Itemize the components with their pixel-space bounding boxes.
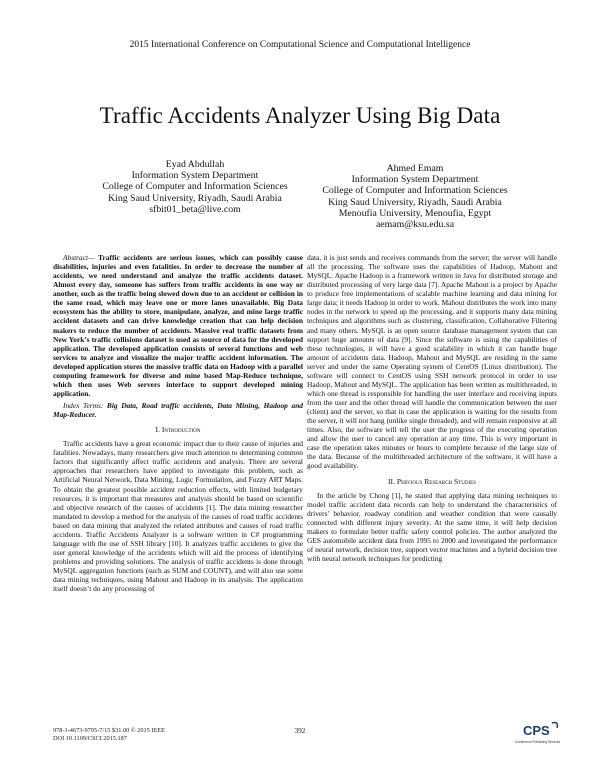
logo-text: CPS: [523, 723, 550, 738]
conference-header: 2015 International Conference on Computational Science and Computational Intelligence: [129, 40, 471, 50]
paper-title: Traffic Accidents Analyzer Using Big Data: [99, 103, 501, 128]
left-column: [53, 253, 303, 593]
author-block-1: [85, 159, 305, 215]
author-name: Ahmed Emam: [386, 163, 444, 174]
previous-research-paragraph: In the article by Chong [1], he stated that applying data mining techniques to model traffic accident data records can help to understand the characteristics of drivers’ behavior, roadway condition and weather condition that were causally connected with different injury severity. At the same time, it will help decision makers to formulate better traffic safety control policies. The author analyzed the GES automobile accident data from 1995 to 2000 and investigated the performance of neural network, decision tree, support vector machines and a hybrid decision tree with neural network techniques for predicting: [307, 490, 557, 563]
cps-logo-icon: [514, 718, 564, 748]
footer-doi: DOI 10.1109/CSCI.2015.187: [53, 734, 127, 742]
author-name: Eyad Abdullah: [165, 159, 225, 170]
abstract-text: Traffic accidents are serious issues, which can possibly cause disabilities, injuries and even fatalities. In order to decrease the number of accidents, we need understand and analyze the traffic accidents dataset. Almost every day, someone has suffers from traffic accidents in one way or another, such as the traffic being slowed down due to an accident or collision in the same road, which may leave one or more lanes unavailable. Big Data ecosystem has the ability to store, manipulate, analyze, and mine large traffic accident datasets and can drive knowledge creation that can help decision makers to reduce the number of accidents. Massive real traffic datasets from New York’s traffic collisions dataset is used as source of data for the developed application. The developed application consists of several functions and web services to analyze and visualize the major traffic accident information. The developed application stores the massive traffic data on Hadoop with a parallel computing framework for diverse and mine based Map-Reduce technique, which then uses Web servers interface to support developed mining application.: [53, 253, 303, 398]
index-terms: [53, 401, 303, 419]
author-email: aemam@ksu.edu.sa: [375, 219, 455, 231]
index-terms-text: Big Data, Road traffic accidents, Data Mining, Hadoop and Map-Reducer.: [53, 401, 303, 420]
author-college: College of Computer and Information Sciences: [102, 181, 288, 193]
abstract-lead: Abstract—: [63, 253, 95, 262]
author-affiliation: King Saud University, Riyadh, Saudi Arabia: [108, 192, 282, 204]
author-department: Information System Department: [131, 170, 259, 182]
author-block-2: [305, 163, 525, 230]
continued-paragraph: data, it is just sends and receives commands from the server; the server will handle all the processing. The software uses the capabilities of Hadoop, Mahout and MySQL. Apache Hadoop is a framework written in Java for distributed storage and distributed processing of very large data [7]. Apache Mahout is a project by Apache to produce free implementations of scalable machine learning and data mining for large data; it needs Hadoop in order to work. Mahout distributes the work into many nodes in the network to speed up the processing, and it supports many data mining techniques and algorithms such as clustering, classification, Collaborative Filtering and many others. MySQL is an open source database management system that can support huge amounts of data [9]. Since the software is using the capabilities of these technologies, it will have a good scalability in which it can handle huge amount of accidents data. Hadoop, Mahout and MySQL are residing in the same server and under the same Operating system of CentOS (Linux distribution). The software will connect to CentOS using SSH network protocol in order to use Hadoop, Mahout and MySQL. The application has been written as multithreaded, in which one thread is responsible for handling the user interface and receiving inputs from the user and the other thread will handle the communication between the user (client) and the server, so that in case the application is waiting for the results from the server, it will not hang (unlike single threaded), and will remain responsive at all times. Also, the software will tell the user the progress of the executing operation and allow the user to cancel any operation at any time. This is very important in case the operation takes minutes or hours to complete because of the large size of the data. Because of the multithreaded architecture of the software, it will have a good availability.: [307, 253, 557, 471]
section-heading-previous-research: II. Pervious Research Studies: [388, 476, 476, 486]
page-number: 392: [294, 727, 306, 735]
footer-isbn: 978-1-4673-9795-7/15 $31.00 © 2015 IEEE: [53, 727, 165, 734]
introduction-paragraph: Traffic accidents have a great economic impact due to their cause of injuries and fatalities. Nowadays, many researchers give much attention to determining common factors that significantly affect traffic accidents and analysis. There are several approaches that researchers have applied to investigate this problem, such as Artificial Neural Network, Data Mining, Logic Formulation, and Fuzzy ART Maps. To obtain the greatest possible accident reduction effects, with limited budgetary resources, it is important that measures and analysis should be based on scientific and objective research of the causes of accidents [1]. The data mining researcher mandated to develop a method for the analysis of the causes of road traffic accidents based on data mining that analyzed the related attributes and causes of road traffic accidents. Traffic Accidents Analyzer is a software written in C# programming language with the use of SSH library [10]. It analyzes traffic accidents to give the user general knowledge of the accidents which will aid the process of identifying problems and providing solutions. The analysis of traffic accidents is done through MySQL aggregation functions (such as SUM and COUNT), and will also use some data mining techniques, using Mahout and Hadoop in its analysis. The application itself doesn’t do any processing of: [53, 439, 303, 594]
author-department: Information System Department: [351, 174, 479, 186]
author-affiliation-2: Menoufia University, Menoufia, Egypt: [338, 207, 492, 219]
abstract: [53, 253, 303, 398]
logo-subtext: Conference Publishing Services: [515, 740, 561, 744]
author-affiliation: King Saud University, Riyadh, Saudi Arabia: [328, 196, 502, 208]
author-college: College of Computer and Information Sciences: [322, 185, 508, 197]
right-column: [307, 253, 557, 563]
author-email: sfbit01_beta@live.com: [149, 203, 241, 215]
index-terms-lead: Index Terms:: [63, 401, 104, 410]
section-heading-introduction: I. Introduction: [155, 425, 201, 435]
logo-swoosh: [552, 723, 557, 728]
